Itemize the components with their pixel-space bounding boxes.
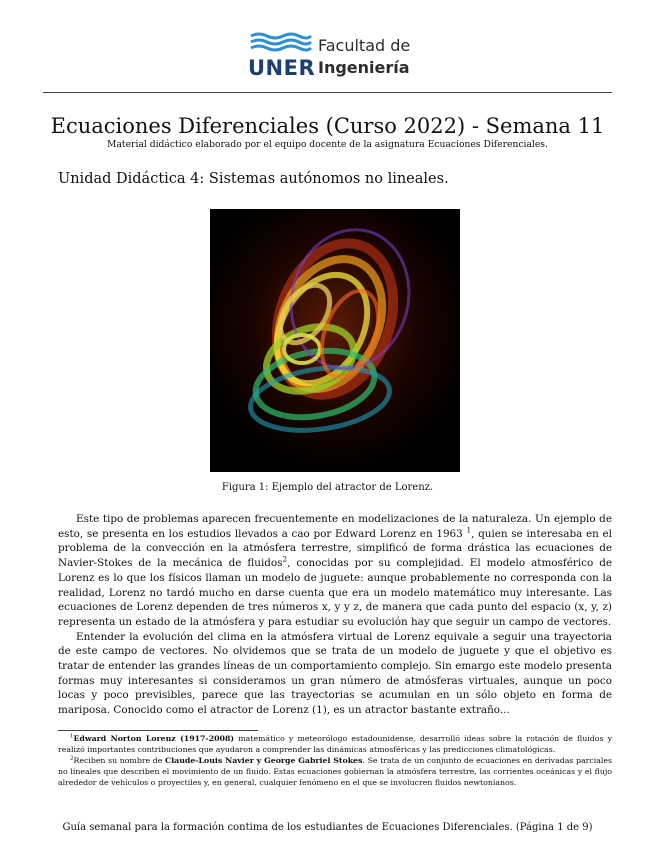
page-footer: Guía semanal para la formación contima de los estudiantes de Ecuaciones Diferenciales. (Página 1 de 9) xyxy=(62,822,593,833)
page-subtitle: Material didáctico elaborado por el equipo docente de la asignatura Ecuaciones Diferenciales. xyxy=(107,139,548,150)
page-title: Ecuaciones Diferenciales (Curso 2022) - Semana 11 xyxy=(50,114,605,138)
footnote-2-text: . Se trata de un conjunto de ecuaciones en derivadas parciales no lineales que describen el movimiento de un fluido. Estas ecuaciones gobiernan la atmósfera terrestre, las corrientes oceánicas y el flujo alrededor de vehículos o proyectiles y, en general, cualquier fenómeno en el que se involucren fluidos newtonianos. xyxy=(58,755,612,787)
wave-logo-icon xyxy=(250,32,312,52)
footnote-2-mark: 2 xyxy=(70,755,74,762)
footnote-1 xyxy=(58,734,612,756)
footnote-ref-2: 2 xyxy=(282,554,288,564)
logo-uner-text: UNER xyxy=(248,56,316,80)
footnote-rule xyxy=(58,730,258,731)
paragraph-2: Entender la evolución del clima en la atmósfera virtual de Lorenz equivale a seguir una trayectoria de este campo de vectores. No olvidemos que se trata de un modelo de juguete y que el objetivo es tratar de entender las grandes líneas de un comportamiento complejo. Sin emargo este modelo presenta formas muy interesantes si consideramos un gran número de atmósferas virtuales, aunque un poco locas y poco previsibles, parece que las trayectorias se acumulan en un sólo objeto en forma de mariposa. Conocido como el atractor de Lorenz (1), es un atractor bastante extraño... xyxy=(58,630,612,717)
footnote-1-text: matemático y meteorólogo estadounidense, desarrolló ideas sobre la rotación de fluidos y realizó importantes contribuciones que ayudaron a comprender las dinámicas atmosféricas y las predicciones climatológicas. xyxy=(58,734,612,754)
footnote-1-name: Edward Norton Lorenz (1917-2008) xyxy=(73,734,235,743)
figure-caption: Figura 1: Ejemplo del atractor de Lorenz. xyxy=(221,482,434,493)
footnote-2-names: Claude-Louis Navier y George Gabriel Stokes xyxy=(165,755,363,765)
footnote-1-mark: 1 xyxy=(70,733,74,740)
paragraph-1 xyxy=(58,512,612,630)
paragraph-1-part-a: Este tipo de problemas aparecen frecuentemente en modelizaciones de la naturaleza. Un ejemplo de esto, se presenta en los estudios llevados a cao por Edward Lorenz en 1963 xyxy=(58,513,612,540)
footnotes xyxy=(58,734,612,789)
body-text xyxy=(58,512,612,718)
footnote-2 xyxy=(58,756,612,789)
section-heading: Unidad Didáctica 4: Sistemas autónomos no lineales. xyxy=(58,171,449,187)
lorenz-attractor-image xyxy=(210,209,460,472)
footnote-ref-1: 1 xyxy=(466,525,472,535)
faculty-logo xyxy=(248,30,428,82)
paragraph-1-part-b: , quien se interesaba en el problema de la convección en la atmósfera terrestre, simplificó de forma drástica las ecuaciones de Navier-Stokes de la mecánica de fluidos xyxy=(58,527,613,570)
logo-line2: Ingeniería xyxy=(318,58,410,77)
lorenz-attractor-graphic xyxy=(210,209,460,472)
header-rule xyxy=(43,92,612,93)
paragraph-1-part-c: , conocidas por su complejidad. El modelo atmosférico de Lorenz es lo que los físicos llaman un modelo de juguete: aunque probablemente no corresponda con la realidad, Lorenz no tardó mucho en darse cuenta que era un modelo matemático muy interesante. Las ecuaciones de Lorenz dependen de tres números x, y y z, de manera que cada punto del espacio (x, y, z) representa un estado de la atmósfera y para estudiar su evolución hay que seguir un campo de vectores. xyxy=(58,557,612,628)
footnote-2-pre: Reciben su nombre de xyxy=(73,755,165,765)
logo-line1: Facultad de xyxy=(318,36,411,55)
